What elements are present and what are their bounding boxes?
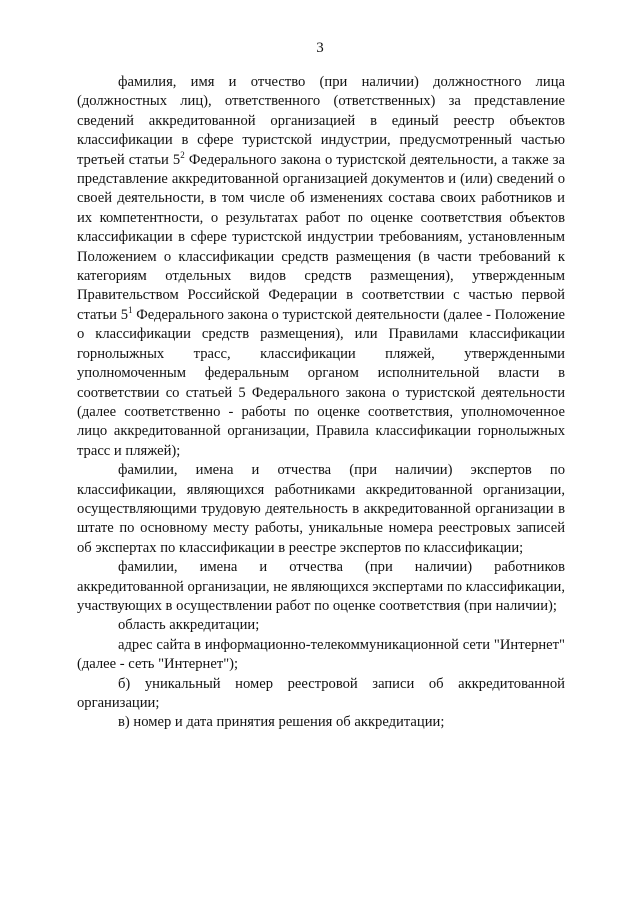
superscript: 1: [128, 305, 133, 316]
paragraph-text: Федерального закона о туристской деятельности (далее - Положение о классификации средств размещения), или Правилами классификации горнолыжных трасс, классификации пляжей, утвержденными уполномоченным федеральным органом исполнительной власти в соответствии со статьей 5 Федерального закона о туристской деятельности (далее соответственно - работы по оценке соответствия, уполномоченное лицо аккредитованной организации, Правила классификации горнолыжных трасс и пляжей);: [77, 306, 566, 459]
paragraph-accreditation-scope: область аккредитации;: [118, 617, 260, 634]
paragraph-registry-number: б) уникальный номер реестровой записи об аккредитованной организации;: [77, 675, 565, 711]
page-number: 3: [316, 40, 324, 56]
paragraph-experts: фамилии, имена и отчества (при наличии) экспертов по классификации, являющихся работниками аккредитованной организации, осуществляющими трудовую деятельность в аккредитованной организации в штате по основному месту работы, уникальные номера реестровых записей об экспертах по классификации в реестре экспертов по классификации;: [77, 462, 565, 556]
paragraph-workers: фамилии, имена и отчества (при наличии) работников аккредитованной организации, не являющихся экспертами по классификации, участвующих в осуществлении работ по оценке соответствия (при наличии);: [77, 559, 565, 614]
paragraph-text: Федерального закона о туристской деятельности, а также за представление аккредитованной организацией документов и (или) сведений о своей деятельности, в том числе об изменениях состава своих работников и их компетентности, о результатах работ по оценке соответствия объектов классификации в сфере туристской индустрии требованиям, установленным Положением о классификации средств размещения (в части требований к категориям отдельных видов средств размещения), утвержденным Правительством Российской Федерации в соответствии с частью первой статьи 5: [77, 151, 565, 323]
paragraph-text: фамилия, имя и отчество (при наличии) должностного лица (должностных лиц), ответственного (ответственных) за представление сведений аккредитованной организацией в единый реестр объектов классификации в сфере туристской индустрии, предусмотренный частью третьей статьи 5: [77, 74, 565, 168]
paragraph-website: адрес сайта в информационно-телекоммуникационной сети "Интернет" (далее - сеть "Интернет");: [77, 636, 565, 673]
paragraph-responsible-persons: [77, 73, 565, 461]
paragraph-decision: в) номер и дата принятия решения об аккредитации;: [118, 714, 445, 731]
superscript: 2: [180, 149, 185, 160]
document-body: [77, 73, 565, 733]
